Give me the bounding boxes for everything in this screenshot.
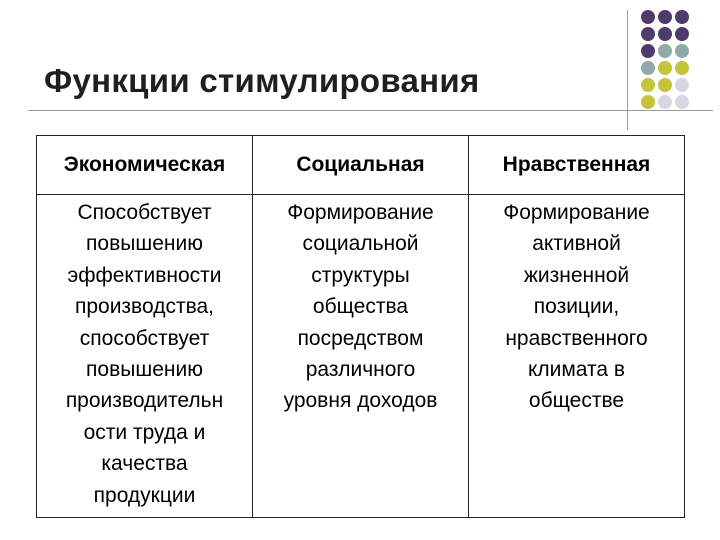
- decorative-dot: [658, 44, 672, 58]
- decorative-dot: [675, 78, 689, 92]
- header-economic: Экономическая: [37, 136, 253, 195]
- horizontal-divider-line: [28, 110, 713, 111]
- slide-title: Функции стимулирования: [44, 62, 480, 99]
- cell-moral-text: Формирование активной жизненной позиции, нравственного климата в обществе: [503, 201, 650, 413]
- decorative-dot: [641, 44, 655, 58]
- decorative-dot: [641, 10, 655, 24]
- decorative-dot: [658, 27, 672, 41]
- vertical-divider-line: [627, 10, 628, 130]
- decorative-dot: [658, 95, 672, 109]
- decorative-dot: [675, 44, 689, 58]
- table-row: [37, 195, 685, 518]
- header-moral: Нравственная: [469, 136, 685, 195]
- header-social: Социальная: [253, 136, 469, 195]
- decorative-dot: [675, 95, 689, 109]
- cell-social-text: Формирование социальной структуры общества посредством различного уровня доходов: [283, 201, 438, 413]
- decorative-dot: [675, 10, 689, 24]
- decorative-dot: [658, 78, 672, 92]
- decorative-dot-grid: [641, 10, 720, 120]
- decorative-dot: [641, 61, 655, 75]
- decorative-dot: [641, 78, 655, 92]
- decorative-dot: [675, 27, 689, 41]
- cell-economic: [37, 195, 253, 518]
- cell-social: [253, 195, 469, 518]
- table-header-row: [37, 136, 685, 195]
- decorative-dot: [658, 10, 672, 24]
- cell-economic-text: Способствует повышению эффективности производства, способствует повышению производительн ости труда и качества продукции: [65, 201, 224, 507]
- decorative-dot: [675, 61, 689, 75]
- functions-table: [36, 135, 685, 518]
- decorative-dot: [641, 27, 655, 41]
- decorative-dot: [658, 61, 672, 75]
- decorative-dot: [641, 95, 655, 109]
- cell-moral: [469, 195, 685, 518]
